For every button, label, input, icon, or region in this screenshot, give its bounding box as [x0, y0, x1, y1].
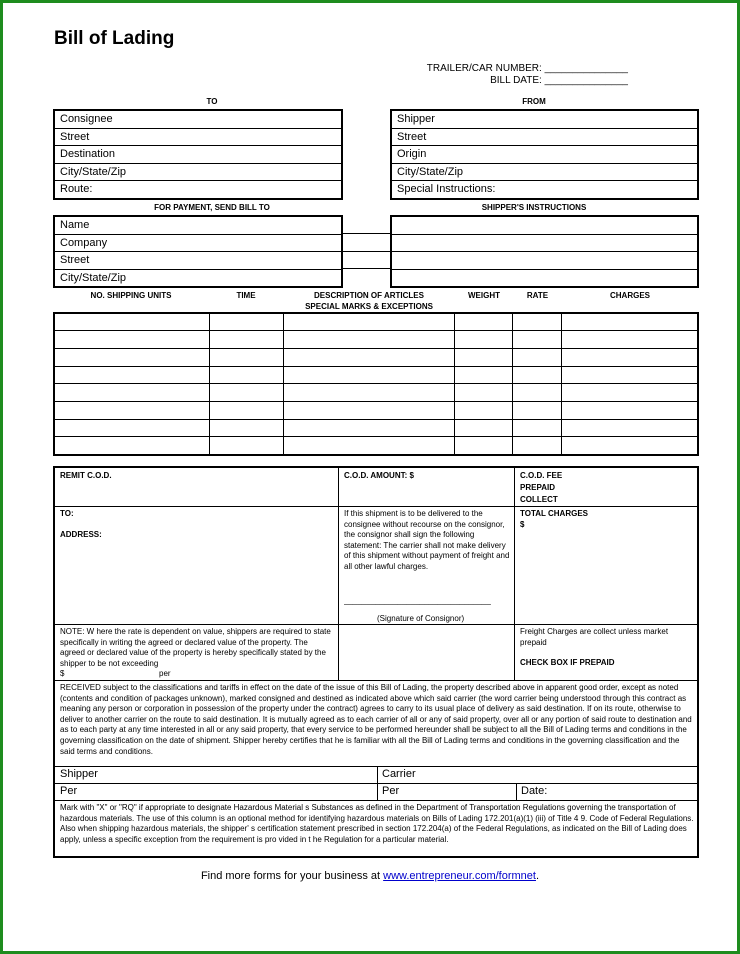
to-box [53, 109, 343, 200]
table-row [54, 401, 698, 419]
to-street-field[interactable]: Street [55, 129, 341, 147]
cod-address-label: ADDRESS: [60, 530, 102, 539]
consignee-field[interactable]: Consignee [55, 111, 341, 129]
cod-amount-label: C.O.D. AMOUNT: $ [344, 471, 414, 480]
divider [377, 766, 378, 800]
cod-fee-label: C.O.D. FEE [520, 471, 563, 480]
shipper-instructions-box [390, 215, 699, 288]
route-field[interactable]: Route: [60, 183, 93, 196]
connector-line [343, 233, 390, 234]
consignor-statement: If this shipment is to be delivered to the consignee without recourse on the consignor, the consignor shall sign the following statement: The carrier shall not make delivery of this shipment without payment of freight and all other lawful charges. [344, 509, 510, 571]
instructions-line-4[interactable] [392, 270, 697, 288]
shipper-per-label[interactable]: Per [60, 785, 78, 797]
date-label[interactable]: Date: [521, 785, 548, 797]
payment-box [53, 215, 343, 288]
to-city-state-zip-field[interactable]: City/State/Zip [55, 164, 341, 182]
from-box [390, 109, 699, 200]
carrier-signature-label[interactable]: Carrier [382, 768, 416, 780]
formnet-link[interactable]: www.entrepreneur.com/formnet [383, 870, 536, 882]
divider [55, 506, 697, 507]
declared-value-per: per [159, 669, 171, 678]
declared-value-note: NOTE: W here the rate is dependent on value, shippers are required to state specifically in writing the agreed or declared value of the property. The agreed or declared value of the property is hereby specifically stated by the shipper to be not exceeding [60, 627, 331, 668]
divider [55, 624, 697, 625]
special-instructions-field[interactable]: Special Instructions: [397, 183, 496, 196]
carrier-per-label[interactable]: Per [382, 785, 400, 797]
prepaid-label: PREPAID [520, 483, 555, 492]
divider [55, 680, 697, 681]
divider [514, 468, 515, 680]
shipper-instructions-heading: SHIPPER'S INSTRUCTIONS [481, 203, 587, 212]
total-charges-label: TOTAL CHARGES $ [520, 509, 589, 529]
instructions-line-3[interactable] [392, 252, 697, 270]
divider [55, 800, 697, 801]
collect-label: COLLECT [520, 495, 558, 504]
payment-street-field[interactable]: Street [55, 252, 341, 270]
origin-field[interactable]: Origin [392, 146, 697, 164]
remit-cod-label: REMIT C.O.D. [60, 471, 112, 480]
col-charges: CHARGES [609, 291, 650, 300]
signature-consignor-label: (Signature of Consignor) [377, 614, 465, 623]
divider [55, 783, 697, 784]
signature-line[interactable]: _________________________________ [344, 596, 491, 605]
footer-text: Find more forms for your business at [200, 870, 384, 882]
connector-line [343, 251, 390, 252]
col-shipping-units: NO. SHIPPING UNITS [90, 291, 172, 300]
payment-heading: FOR PAYMENT, SEND BILL TO [154, 203, 270, 212]
instructions-line-1[interactable] [392, 217, 697, 235]
col-description: DESCRIPTION OF ARTICLES [314, 291, 424, 300]
bill-date-label: BILL DATE: _______________ [490, 75, 628, 86]
footer [0, 870, 740, 882]
check-box-prepaid[interactable]: CHECK BOX IF PREPAID [520, 658, 615, 667]
table-row [54, 437, 698, 455]
declared-value-dollar: $ [60, 669, 65, 678]
table-row [54, 313, 698, 331]
articles-table [53, 312, 699, 456]
table-row [54, 366, 698, 384]
company-field[interactable]: Company [55, 235, 341, 253]
page-title: Bill of Lading [54, 28, 175, 49]
shipper-field[interactable]: Shipper [392, 111, 697, 129]
divider [516, 783, 517, 800]
col-weight: WEIGHT [468, 291, 500, 300]
received-terms: RECEIVED subject to the classifications and tariffs in effect on the date of the issue of this Bill of Lading, the property described above in apparent good order, except as noted (contents and condition of packages unknown), marked consigned and destined as indicated above which said carrier (the word carrier being understood through this contract as meaning any person or corporation in possession of the property under the contract) agrees to carry to its usual place of delivery as said destination. If on its route, otherwise to deliver to another carrier on the route to said destination. It is mutually agreed as to each carrier of all or any of said property, over all or any portion of said route to destination and as to each party at any time interested in all or any said property, that every service to be performed hereunder shall be subject to all the Bill of Lading terms and conditions in the governing classification on the date of shipment. Shipper hereby certifies that he is familiar with all the Bill of Lading terms and conditions in the governing classification and the said terms and conditions. [60, 683, 692, 756]
name-field[interactable]: Name [55, 217, 341, 235]
trailer-number-label: TRAILER/CAR NUMBER: _______________ [426, 63, 628, 74]
table-row [54, 419, 698, 437]
col-rate: RATE [526, 291, 549, 300]
freight-collect-note: Freight Charges are collect unless market prepaid [520, 627, 669, 647]
table-row [54, 384, 698, 402]
divider [338, 468, 339, 680]
destination-field[interactable]: Destination [55, 146, 341, 164]
hazmat-note: Mark with "X" or "RQ" if appropriate to designate Hazardous Material s Substances as defined in the Department of Transportation Regulations governing the transportation of hazardous materials. The use of this column is an optional method for identifying hazardous materials on Bills of Lading 172.201(a)(1) (iii) of Title 4 9. Code of Federal Regulations. Also when shipping hazardous materials, the shipper' s certification statement prescribed in section 172.204(a) of the Federal Regulations, as indicated on the Bill of Lading does apply, unless a specific exception from the requirement is pro vided in t he Regulation for a particular material. [60, 803, 694, 844]
cod-to-label: TO: [60, 509, 74, 518]
cod-section [53, 466, 699, 858]
table-row [54, 331, 698, 349]
col-special-marks: SPECIAL MARKS & EXCEPTIONS [305, 302, 433, 311]
col-time: TIME [236, 291, 256, 300]
from-heading: FROM [522, 97, 546, 106]
from-city-state-zip-field[interactable]: City/State/Zip [392, 164, 697, 182]
footer-period: . [535, 870, 540, 882]
connector-line [343, 268, 390, 269]
payment-city-state-zip-field[interactable]: City/State/Zip [60, 271, 127, 284]
table-row [54, 348, 698, 366]
from-street-field[interactable]: Street [392, 129, 697, 147]
divider [55, 766, 697, 767]
shipper-signature-label[interactable]: Shipper [60, 768, 98, 780]
to-heading: TO [206, 97, 218, 106]
instructions-line-2[interactable] [392, 235, 697, 253]
